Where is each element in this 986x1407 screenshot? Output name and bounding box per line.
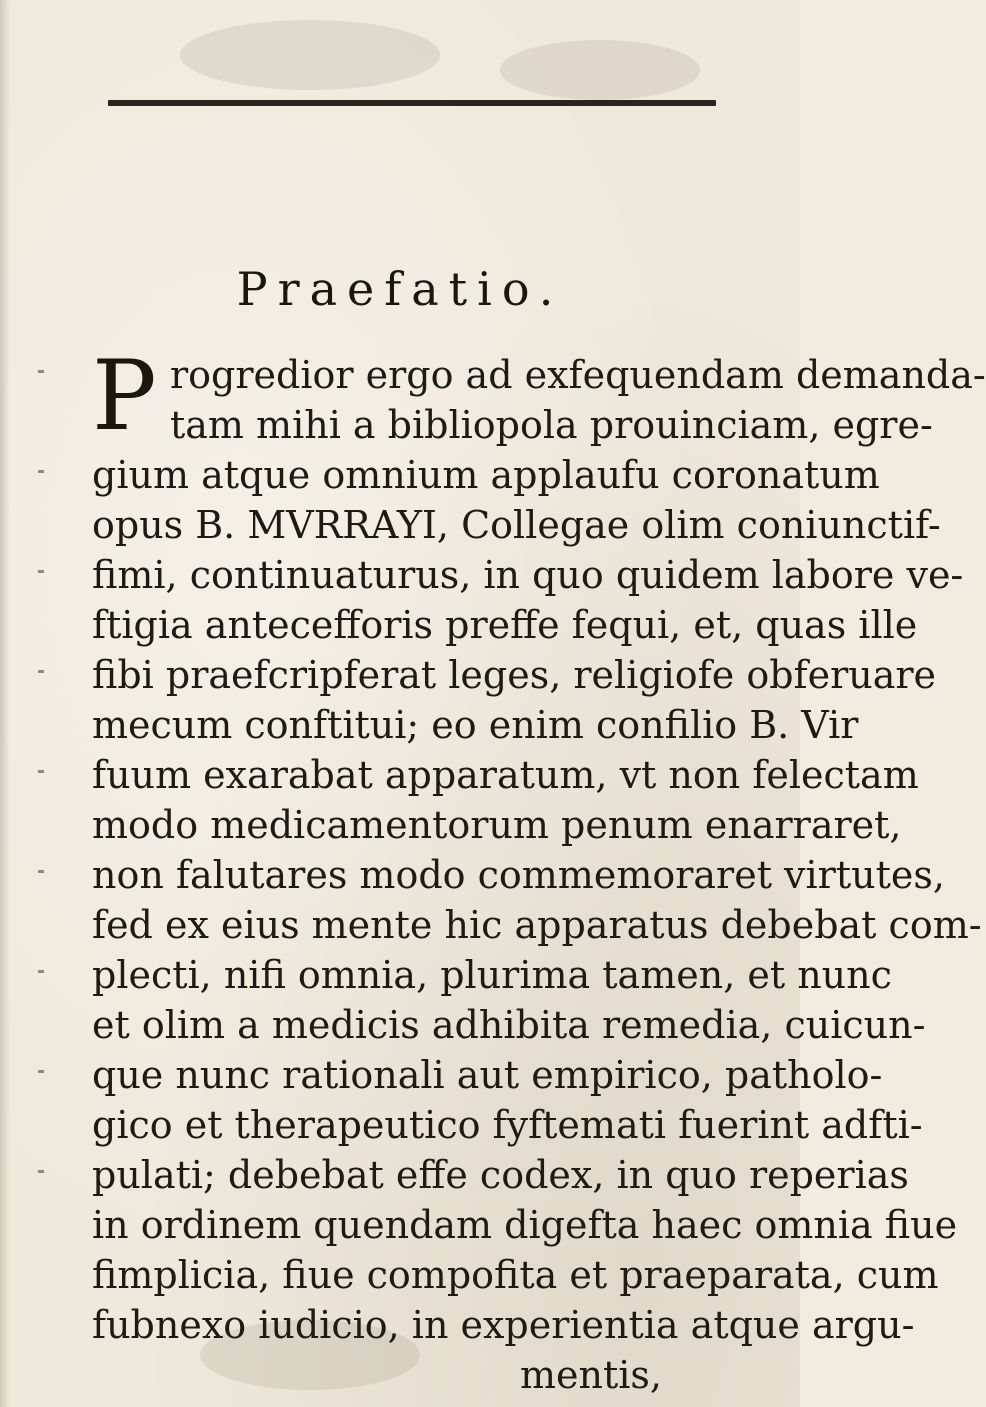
margin-tick [38, 570, 44, 573]
page-heading: Praefatio. [236, 262, 564, 316]
margin-tick [38, 370, 44, 373]
margin-tick [38, 1170, 44, 1173]
text-line: gium atque omnium applaufu coronatum [92, 453, 880, 497]
text-line: modo medicamentorum penum enarraret, [92, 803, 902, 847]
text-line: ftigia antecefforis preffe fequi, et, quas ille [92, 603, 918, 647]
margin-tick [38, 870, 44, 873]
margin-tick [38, 770, 44, 773]
margin-tick [38, 1070, 44, 1073]
text-line: tam mihi a bibliopola prouinciam, egre- [170, 403, 933, 447]
text-line: plecti, nifi omnia, plurima tamen, et nunc [92, 953, 892, 997]
text-line: fibi praefcripferat leges, religiofe obferuare [92, 653, 937, 697]
text-line: in ordinem quendam digefta haec omnia fiue [92, 1203, 958, 1247]
text-line: rogredior ergo ad exfequendam demanda- [170, 353, 986, 397]
text-line: pulati; debebat effe codex, in quo reperias [92, 1153, 909, 1197]
text-line: non falutares modo commemoraret virtutes, [92, 853, 945, 897]
text-line: fed ex eius mente hic apparatus debebat com- [92, 903, 982, 947]
margin-tick [38, 970, 44, 973]
text-line: fubnexo iudicio, in experientia atque argu- [92, 1303, 915, 1347]
text-line: fimplicia, fiue compofita et praeparata, cum [92, 1253, 939, 1297]
text-line: fimi, continuaturus, in quo quidem labore ve- [92, 553, 964, 597]
text-line: opus B. MVRRAYI, Collegae olim coniunctif- [92, 503, 941, 547]
text-line: mecum conftitui; eo enim confilio B. Vir [92, 703, 859, 747]
catchword: mentis, [520, 1353, 662, 1397]
margin-tick [38, 470, 44, 473]
drop-cap: P [92, 340, 157, 452]
text-line: et olim a medicis adhibita remedia, cuicun- [92, 1003, 926, 1047]
text-line: que nunc rationali aut empirico, patholo- [92, 1053, 883, 1097]
text-line: fuum exarabat apparatum, vt non felectam [92, 753, 919, 797]
text-line: gico et therapeutico fyftemati fuerint adfti- [92, 1103, 923, 1147]
margin-tick [38, 670, 44, 673]
margin-marks [20, 360, 60, 1310]
